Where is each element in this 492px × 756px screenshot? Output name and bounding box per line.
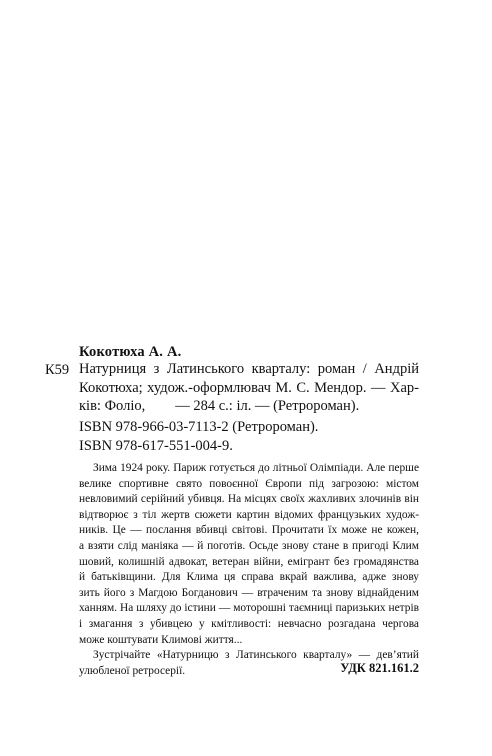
annotation-line: відтворює з тіл жертв сюжети картин відомих французьких худож- xyxy=(79,508,419,521)
annotation-line: ханням. На шляху до істини — моторошні таємниці паризьких нетрів xyxy=(79,602,419,615)
bibliographic-description xyxy=(79,360,419,416)
biblio-line: Натурниця з Латинського кварталу: роман / Андрій xyxy=(79,361,419,377)
udk-code: УДК 821.161.2 xyxy=(340,661,419,675)
annotation-line: й батьківщини. Для Клима ця справа вкрай важлива, адже знову xyxy=(79,571,419,584)
annotation-line: може коштувати Климові життя... xyxy=(79,633,243,646)
annotation-line: улюбленої ретросерії. xyxy=(79,664,186,677)
biblio-line-with-gap xyxy=(79,397,419,416)
annotation-line: і змагання з убивцею у кмітливості: невчасно розгадана чергова xyxy=(79,617,419,630)
classification-code: К59 xyxy=(45,362,70,378)
annotation-line: шовий, колишній адвокат, ветеран війни, емігрант без громадянства xyxy=(79,555,419,568)
biblio-line-part: ків: Фоліо, xyxy=(79,398,146,414)
annotation-line: ників. Це — послання вбивці світові. Прочитати їх може не кожен, xyxy=(79,524,419,537)
biblio-line-part: — 284 с.: іл. — (Ретророман). xyxy=(175,398,360,414)
author-heading: Кокотюха А. А. xyxy=(79,344,182,360)
annotation-line: а взяти слід маніяка — й поготів. Осьде знову стане в пригоді Клим xyxy=(79,539,419,552)
isbn-line: ISBN 978-966-03-7113-2 (Ретророман). xyxy=(79,419,319,435)
annotation-line: велике спортивне свято повоєнної Європи під загрозою: містом xyxy=(79,477,419,490)
biblio-line: Кокотюха; худож.-оформлювач М. С. Мендор. — Хар- xyxy=(79,379,419,396)
annotation-line: Зустрічайте «Натурницю з Латинського кварталу» — дев’ятий xyxy=(93,649,419,662)
isbn-block xyxy=(79,418,318,455)
annotation xyxy=(79,461,419,679)
isbn-line: ISBN 978-617-551-004-9. xyxy=(79,437,233,454)
annotation-line: Зима 1924 року. Париж готується до літньої Олімпіади. Але перше xyxy=(93,462,419,474)
annotation-line: зить його з Магдою Богданович — втраченим та знову віднайденим xyxy=(79,586,419,599)
annotation-line: невловимий серійний убивця. На місцях своїх жахливих злочинів він xyxy=(79,493,419,506)
